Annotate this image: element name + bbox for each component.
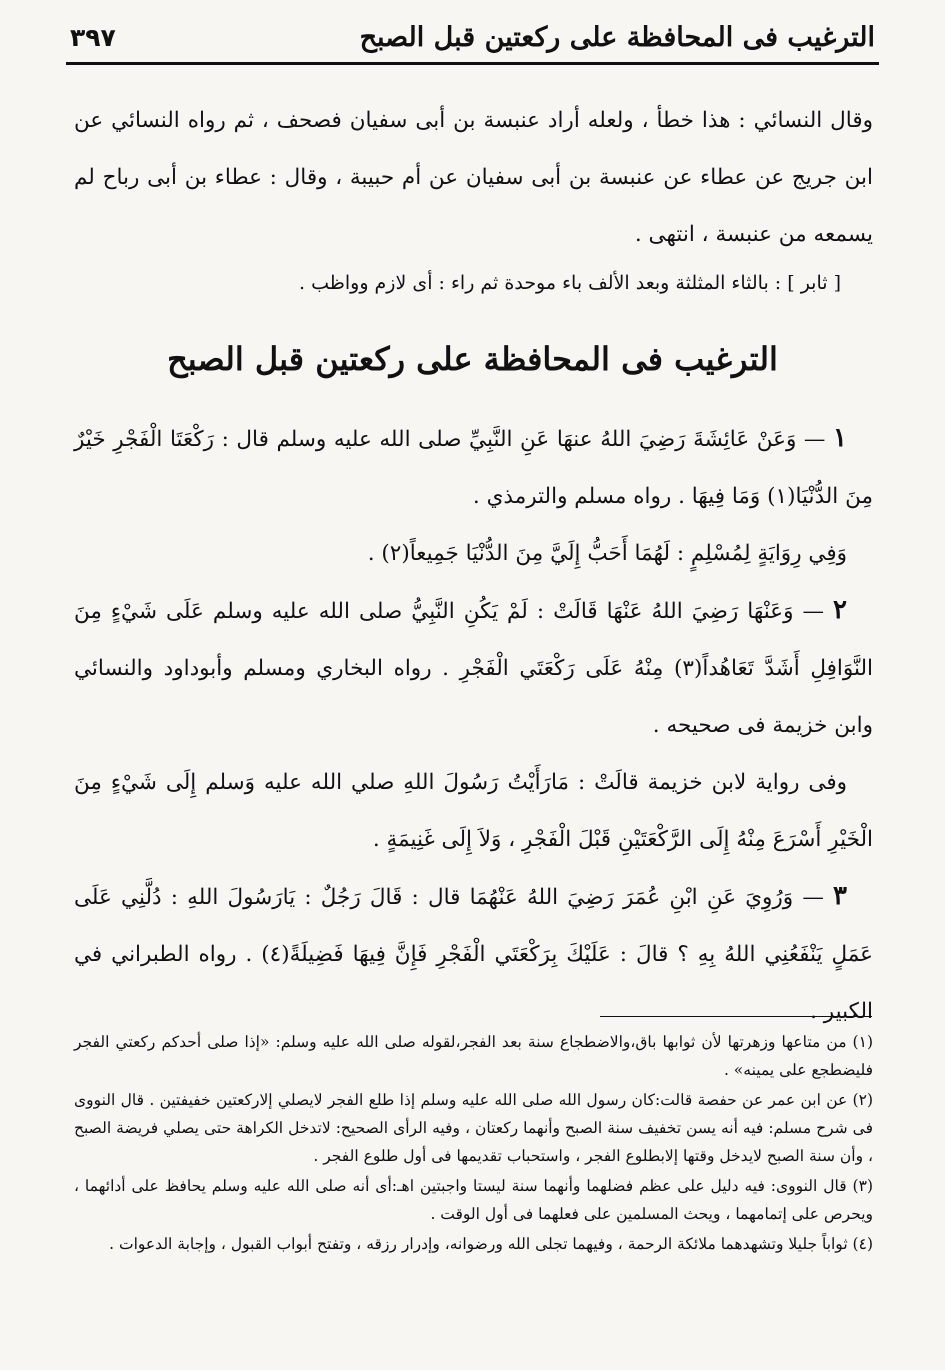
- hadith-2: ٢ — وَعَنْهَا رَضِيَ اللهُ عَنْهَا قَالَتْ : لَمْ يَكُنِ النَّبِيُّ صلى الله عليه وسلم عَلَى شَيْءٍ مِنَ النَّوَافِلِ أَشَدَّ تَعَاهُداً(٣) مِنْهُ عَلَى رَكْعَتَي الْفَجْرِ . رواه البخاري ومسلم وأبوداود والنسائي وابن خزيمة فى صحيحه .: [74, 595, 873, 738]
- intro-paragraph: وقال النسائي : هذا خطأ ، ولعله أراد عنبسة بن أبى سفيان فصحف ، ثم رواه النسائي عن ابن جريج عن عطاء عن عنبسة بن أبى سفيان عن أم حبيبة ، وقال : عطاء بن أبى رباح لم يسمعه من عنبسة ، انتهى .: [74, 108, 873, 247]
- footnote: (٢) عن ابن عمر عن حفصة قالت:كان رسول الله صلى الله عليه وسلم إذا طلع الفجر لايصلي إلاركعتين خفيفتين . قال النووى فى شرح مسلم: فيه أنه يسن تخفيف سنة الصبح وأنهما ركعتان ، وفيه الرأى الصحيح: لاتدخل الكراهة حتى يصلي فريضة الصبح ، وأن سنة الصبح لايدخل وقتها إلابطلوع الفجر ، واستحباب تقديمها فى أول طلوع الفجر .: [74, 1091, 873, 1165]
- hadith-number: ٣: [833, 881, 847, 911]
- hadith-list: [74, 410, 873, 1040]
- hadith-text: وَعَنْهَا رَضِيَ اللهُ عَنْهَا قَالَتْ : لَمْ يَكُنِ النَّبِيُّ صلى الله عليه وسلم عَلَى شَيْءٍ مِنَ النَّوَافِلِ أَشَدَّ تَعَاهُداً(٣) مِنْهُ عَلَى رَكْعَتَي الْفَجْرِ . رواه البخاري ومسلم وأبوداود والنسائي وابن خزيمة فى صحيحه .: [74, 599, 873, 738]
- hadith-number: ٢: [833, 595, 847, 625]
- intro-block: [74, 92, 873, 303]
- header-rule: [66, 62, 879, 65]
- section-title: الترغيب فى المحافظة على ركعتين قبل الصبح: [167, 340, 778, 378]
- hadith-note: وَفِي رِوَايَةٍ لِمُسْلِمٍ : لَهُمَا أَحَبُّ إِلَيَّ مِنَ الدُّنْيَا جَمِيعاً(٢) .: [367, 541, 847, 566]
- footnotes: [74, 1028, 873, 1260]
- footnote-rule: [600, 1016, 872, 1017]
- hadith-text: وَعَنْ عَائِشَةَ رَضِيَ اللهُ عنهَا عَنِ النَّبِيِّ صلى الله عليه وسلم قال : رَكْعَتَا الْفَجْرِ خَيْرٌ مِنَ الدُّنْيَا(١) وَمَا فِيهَا . رواه مسلم والترمذي .: [74, 427, 873, 509]
- page-number: ٣٩٧: [70, 22, 116, 52]
- hadith-text: وَرُوِيَ عَنِ ابْنِ عُمَرَ رَضِيَ اللهُ عَنْهُمَا قال : قَالَ رَجُلٌ : يَارَسُولَ اللهِ : دُلَّنِي عَلَى عَمَلٍ يَنْفَعُنِي اللهُ بِهِ ؟ قالَ : عَلَيْكَ بِرَكْعَتَي الْفَجْرِ فَإِنَّ فِيهَا فَضِيلَةً(٤) . رواه الطبراني في الكبير .: [74, 885, 874, 1024]
- footnote: (١) من متاعها وزهرتها لأن ثوابها باق،والاضطجاع سنة بعد الفجر،لقوله صلى الله عليه وسلم: «إذا صلى أحدكم ركعتي الفجر فليضطجع على يمينه» .: [74, 1033, 873, 1079]
- gloss-note: [ ثابر ] : بالثاء المثلثة وبعد الألف باء موحدة ثم راء : أى لازم وواظب .: [299, 272, 841, 294]
- hadith-3: ٣ — وَرُوِيَ عَنِ ابْنِ عُمَرَ رَضِيَ اللهُ عَنْهُمَا قال : قَالَ رَجُلٌ : يَارَسُولَ اللهِ : دُلَّنِي عَلَى عَمَلٍ يَنْفَعُنِي اللهُ بِهِ ؟ قالَ : عَلَيْكَ بِرَكْعَتَي الْفَجْرِ فَإِنَّ فِيهَا فَضِيلَةً(٤) . رواه الطبراني في الكبير .: [74, 881, 874, 1024]
- hadith-1: ١ — وَعَنْ عَائِشَةَ رَضِيَ اللهُ عنهَا عَنِ النَّبِيِّ صلى الله عليه وسلم قال : رَكْعَتَا الْفَجْرِ خَيْرٌ مِنَ الدُّنْيَا(١) وَمَا فِيهَا . رواه مسلم والترمذي .: [74, 423, 873, 509]
- hadith-number: ١: [833, 423, 847, 453]
- footnote: (٤) ثواباً جليلا وتشهدهما ملائكة الرحمة ، وفيهما تجلى الله ورضوانه، وإدرار رزقه ، وتفتح أبواب القبول ، وإجابة الدعوات .: [109, 1235, 873, 1253]
- running-title: الترغيب فى المحافظة على ركعتين قبل الصبح: [359, 21, 875, 53]
- hadith-note: وفى رواية لابن خزيمة قالَتْ : مَارَأَيْتُ رَسُولَ اللهِ صلي الله عليه وَسلم إِلَى شَيْءٍ مِنَ الْخَيْرِ أَسْرَعَ مِنْهُ إِلَى الرَّكْعَتَيْنِ قَبْلَ الْفَجْرِ ، وَلاَ إِلَى غَنِيمَةٍ .: [74, 770, 873, 852]
- running-head: [70, 14, 875, 60]
- footnote: (٣) قال النووى: فيه دليل على عظم فضلهما وأنهما سنة ليستا واجبتين اهـ:أى أنه صلى الله عليه وسلم يحافظ على أدائهما ، ويحرص على إتمامهما ، ويحث المسلمين على فعلهما فى أول الوقت .: [74, 1177, 873, 1223]
